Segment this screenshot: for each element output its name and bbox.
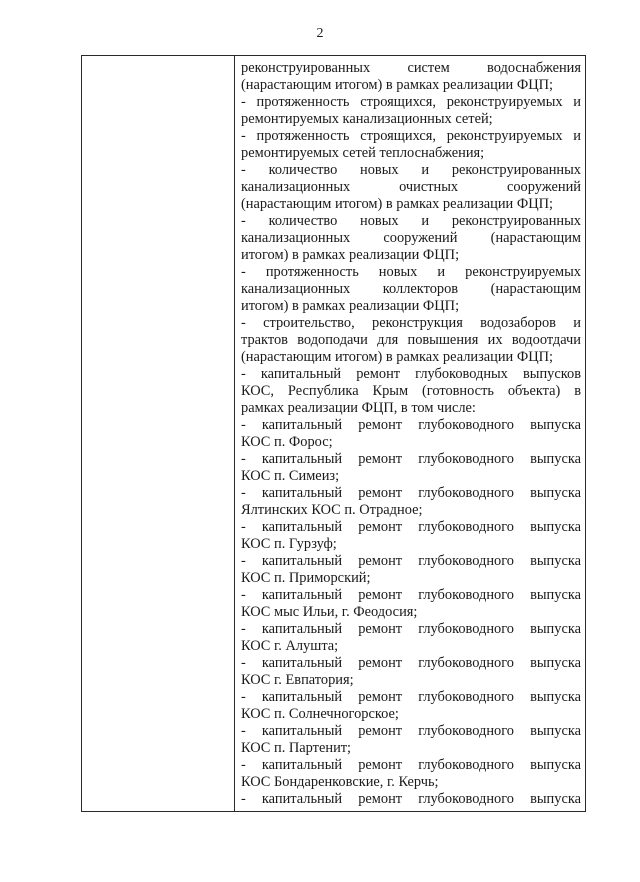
text-line: - капитальный ремонт глубоководного выпуска bbox=[241, 451, 581, 467]
text-line: - капитальный ремонт глубоководного выпуска bbox=[241, 757, 581, 773]
text-line: итогом) в рамках реализации ФЦП; bbox=[241, 247, 460, 263]
text-line: - капитальный ремонт глубоководного выпуска bbox=[241, 417, 581, 433]
text-line: трактов водоподачи для повышения их водоотдачи bbox=[241, 332, 581, 348]
text-line: (нарастающим итогом) в рамках реализации ФЦП; bbox=[241, 77, 554, 93]
text-line: КОС мыс Ильи, г. Феодосия; bbox=[241, 604, 418, 620]
text-line: - капитальный ремонт глубоководного выпуска bbox=[241, 519, 581, 535]
page-number: 2 bbox=[316, 26, 324, 41]
text-line: реконструированных систем водоснабжения bbox=[241, 60, 581, 76]
text-line: КОС г. Евпатория; bbox=[241, 672, 354, 688]
table-right-cell bbox=[235, 56, 585, 811]
text-line: КОС п. Симеиз; bbox=[241, 468, 340, 484]
text-line: - капитальный ремонт глубоководных выпусков bbox=[241, 366, 581, 382]
text-line: Ялтинских КОС п. Отрадное; bbox=[241, 502, 423, 518]
text-line: (нарастающим итогом) в рамках реализации ФЦП; bbox=[241, 196, 554, 212]
text-line: - количество новых и реконструированных bbox=[241, 213, 581, 229]
table-left-cell bbox=[82, 56, 235, 811]
text-line: КОС, Республика Крым (готовность объекта) в bbox=[241, 383, 581, 399]
text-line: КОС г. Алушта; bbox=[241, 638, 339, 654]
text-line: КОС п. Приморский; bbox=[241, 570, 371, 586]
text-line: - капитальный ремонт глубоководного выпуска bbox=[241, 621, 581, 637]
text-line: рамках реализации ФЦП, в том числе: bbox=[241, 400, 476, 416]
text-line: - количество новых и реконструированных bbox=[241, 162, 581, 178]
document-table bbox=[81, 55, 586, 812]
text-line: - протяженность новых и реконструируемых bbox=[241, 264, 581, 280]
text-line: - капитальный ремонт глубоководного выпуска bbox=[241, 485, 581, 501]
text-line: - капитальный ремонт глубоководного выпуска bbox=[241, 553, 581, 569]
text-line: КОС п. Форос; bbox=[241, 434, 333, 450]
text-line: итогом) в рамках реализации ФЦП; bbox=[241, 298, 460, 314]
text-line: канализационных сооружений (нарастающим bbox=[241, 230, 581, 246]
text-line: КОС Бондаренковские, г. Керчь; bbox=[241, 774, 439, 790]
text-line: - капитальный ремонт глубоководного выпуска bbox=[241, 723, 581, 739]
text-line: - капитальный ремонт глубоководного выпуска bbox=[241, 587, 581, 603]
text-line: - капитальный ремонт глубоководного выпуска bbox=[241, 791, 581, 807]
text-line: КОС п. Солнечногорское; bbox=[241, 706, 399, 722]
text-line: КОС п. Гурзуф; bbox=[241, 536, 337, 552]
text-line: - протяженность строящихся, реконструируемых и bbox=[241, 128, 581, 144]
text-line: канализационных коллекторов (нарастающим bbox=[241, 281, 581, 297]
text-line: - капитальный ремонт глубоководного выпуска bbox=[241, 655, 581, 671]
text-line: - строительство, реконструкция водозаборов и bbox=[241, 315, 581, 331]
text-line: - протяженность строящихся, реконструируемых и bbox=[241, 94, 581, 110]
text-line: канализационных очистных сооружений bbox=[241, 179, 581, 195]
text-line: (нарастающим итогом) в рамках реализации ФЦП; bbox=[241, 349, 554, 365]
text-line: КОС п. Партенит; bbox=[241, 740, 352, 756]
text-line: - капитальный ремонт глубоководного выпуска bbox=[241, 689, 581, 705]
text-line: ремонтируемых сетей теплоснабжения; bbox=[241, 145, 485, 161]
text-line: ремонтируемых канализационных сетей; bbox=[241, 111, 493, 127]
